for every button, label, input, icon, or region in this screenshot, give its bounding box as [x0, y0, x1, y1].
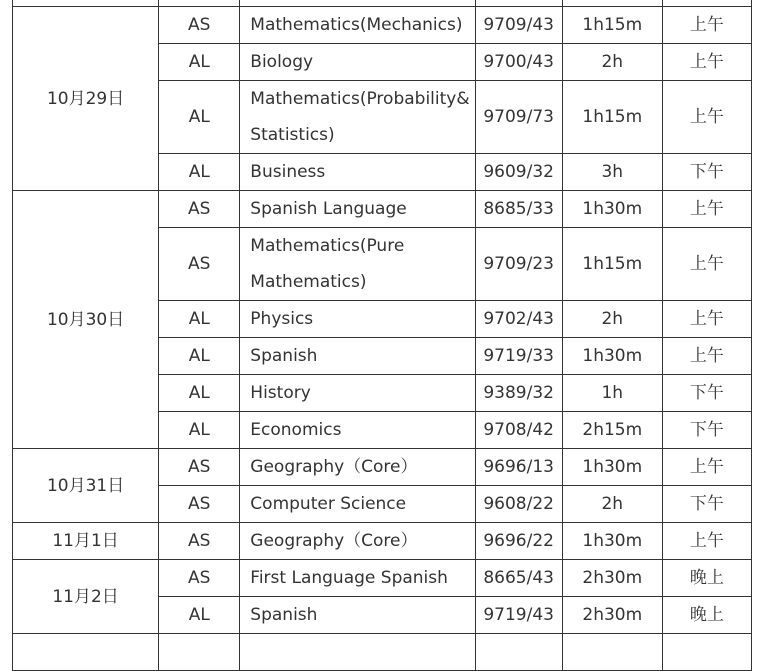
exam-date-cell: 11月2日	[13, 560, 159, 634]
table-row	[13, 449, 752, 486]
exam-session-cell: 下午	[662, 154, 751, 191]
exam-duration-cell: 1h30m	[562, 338, 662, 375]
table-row	[13, 523, 752, 560]
exam-level-cell: AL	[159, 44, 240, 81]
exam-subject-cell: Spanish Language	[240, 191, 475, 228]
exam-subject-cell: Business	[240, 154, 475, 191]
exam-subject-cell: Economics	[240, 412, 475, 449]
exam-duration-cell: 1h	[562, 375, 662, 412]
exam-level-cell: AL	[159, 412, 240, 449]
exam-code-cell: 9719/43	[475, 597, 562, 634]
exam-level-cell: AL	[159, 375, 240, 412]
exam-date-cell: 10月29日	[13, 7, 159, 191]
exam-duration-cell: 1h30m	[562, 523, 662, 560]
exam-code-cell: 9709/43	[475, 7, 562, 44]
trailing-cell	[562, 634, 662, 671]
trailing-cell	[13, 634, 159, 671]
subject-line: Mathematics(Pure	[250, 236, 405, 256]
exam-code-cell: 8665/43	[475, 560, 562, 597]
subject-line: Mathematics(Probability&	[250, 89, 470, 109]
exam-session-cell: 上午	[662, 44, 751, 81]
exam-duration-cell: 2h30m	[562, 597, 662, 634]
exam-subject-cell	[240, 81, 475, 154]
exam-subject-cell: Spanish	[240, 597, 475, 634]
exam-date-cell: 11月1日	[13, 523, 159, 560]
subject-line: Statistics)	[250, 125, 335, 145]
exam-schedule-body	[13, 0, 752, 671]
exam-subject-cell: Biology	[240, 44, 475, 81]
exam-level-cell: AL	[159, 338, 240, 375]
exam-session-cell: 下午	[662, 412, 751, 449]
trailing-cell	[475, 634, 562, 671]
exam-level-cell: AS	[159, 7, 240, 44]
exam-level-cell: AL	[159, 81, 240, 154]
exam-session-cell: 上午	[662, 81, 751, 154]
table-row	[13, 560, 752, 597]
trailing-cell	[240, 634, 475, 671]
exam-level-cell: AS	[159, 191, 240, 228]
exam-code-cell: 9708/42	[475, 412, 562, 449]
exam-session-cell: 晚上	[662, 560, 751, 597]
trailing-row	[13, 634, 752, 671]
exam-subject-cell: Computer Science	[240, 486, 475, 523]
exam-duration-cell: 2h	[562, 44, 662, 81]
exam-code-cell: 9696/22	[475, 523, 562, 560]
exam-session-cell: 上午	[662, 523, 751, 560]
trailing-cell	[662, 634, 751, 671]
exam-code-cell: 9719/33	[475, 338, 562, 375]
exam-date-cell: 10月31日	[13, 449, 159, 523]
exam-level-cell: AS	[159, 449, 240, 486]
exam-code-cell: 9608/22	[475, 486, 562, 523]
exam-subject-cell: History	[240, 375, 475, 412]
exam-level-cell: AL	[159, 154, 240, 191]
exam-subject-cell: First Language Spanish	[240, 560, 475, 597]
exam-session-cell: 下午	[662, 375, 751, 412]
exam-session-cell: 晚上	[662, 597, 751, 634]
exam-subject-cell: Geography（Core）	[240, 523, 475, 560]
exam-date-cell: 10月30日	[13, 191, 159, 449]
exam-code-cell: 8685/33	[475, 191, 562, 228]
exam-level-cell: AS	[159, 560, 240, 597]
exam-subject-cell: Mathematics(Mechanics)	[240, 7, 475, 44]
exam-level-cell: AL	[159, 301, 240, 338]
exam-duration-cell: 1h15m	[562, 7, 662, 44]
subject-line: Mathematics)	[250, 272, 367, 292]
exam-duration-cell: 2h30m	[562, 560, 662, 597]
exam-session-cell: 上午	[662, 338, 751, 375]
table-row	[13, 191, 752, 228]
exam-code-cell: 9696/13	[475, 449, 562, 486]
exam-session-cell: 上午	[662, 7, 751, 44]
trailing-cell	[159, 634, 240, 671]
exam-duration-cell: 1h15m	[562, 228, 662, 301]
exam-duration-cell: 3h	[562, 154, 662, 191]
exam-session-cell: 上午	[662, 301, 751, 338]
exam-session-cell: 上午	[662, 228, 751, 301]
exam-session-cell: 上午	[662, 191, 751, 228]
exam-level-cell: AS	[159, 523, 240, 560]
exam-code-cell: 9709/73	[475, 81, 562, 154]
exam-code-cell: 9609/32	[475, 154, 562, 191]
exam-session-cell: 上午	[662, 449, 751, 486]
exam-schedule-table	[12, 0, 752, 671]
exam-code-cell: 9709/23	[475, 228, 562, 301]
exam-duration-cell: 2h15m	[562, 412, 662, 449]
exam-duration-cell: 2h	[562, 301, 662, 338]
exam-duration-cell: 2h	[562, 486, 662, 523]
exam-subject-cell: Spanish	[240, 338, 475, 375]
exam-subject-cell: Geography（Core）	[240, 449, 475, 486]
exam-code-cell: 9389/32	[475, 375, 562, 412]
exam-code-cell: 9702/43	[475, 301, 562, 338]
exam-duration-cell: 1h15m	[562, 81, 662, 154]
exam-level-cell: AL	[159, 597, 240, 634]
exam-duration-cell: 1h30m	[562, 191, 662, 228]
table-row	[13, 7, 752, 44]
exam-session-cell: 下午	[662, 486, 751, 523]
exam-code-cell: 9700/43	[475, 44, 562, 81]
exam-level-cell: AS	[159, 228, 240, 301]
exam-duration-cell: 1h30m	[562, 449, 662, 486]
exam-subject-cell	[240, 228, 475, 301]
exam-subject-cell: Physics	[240, 301, 475, 338]
exam-level-cell: AS	[159, 486, 240, 523]
